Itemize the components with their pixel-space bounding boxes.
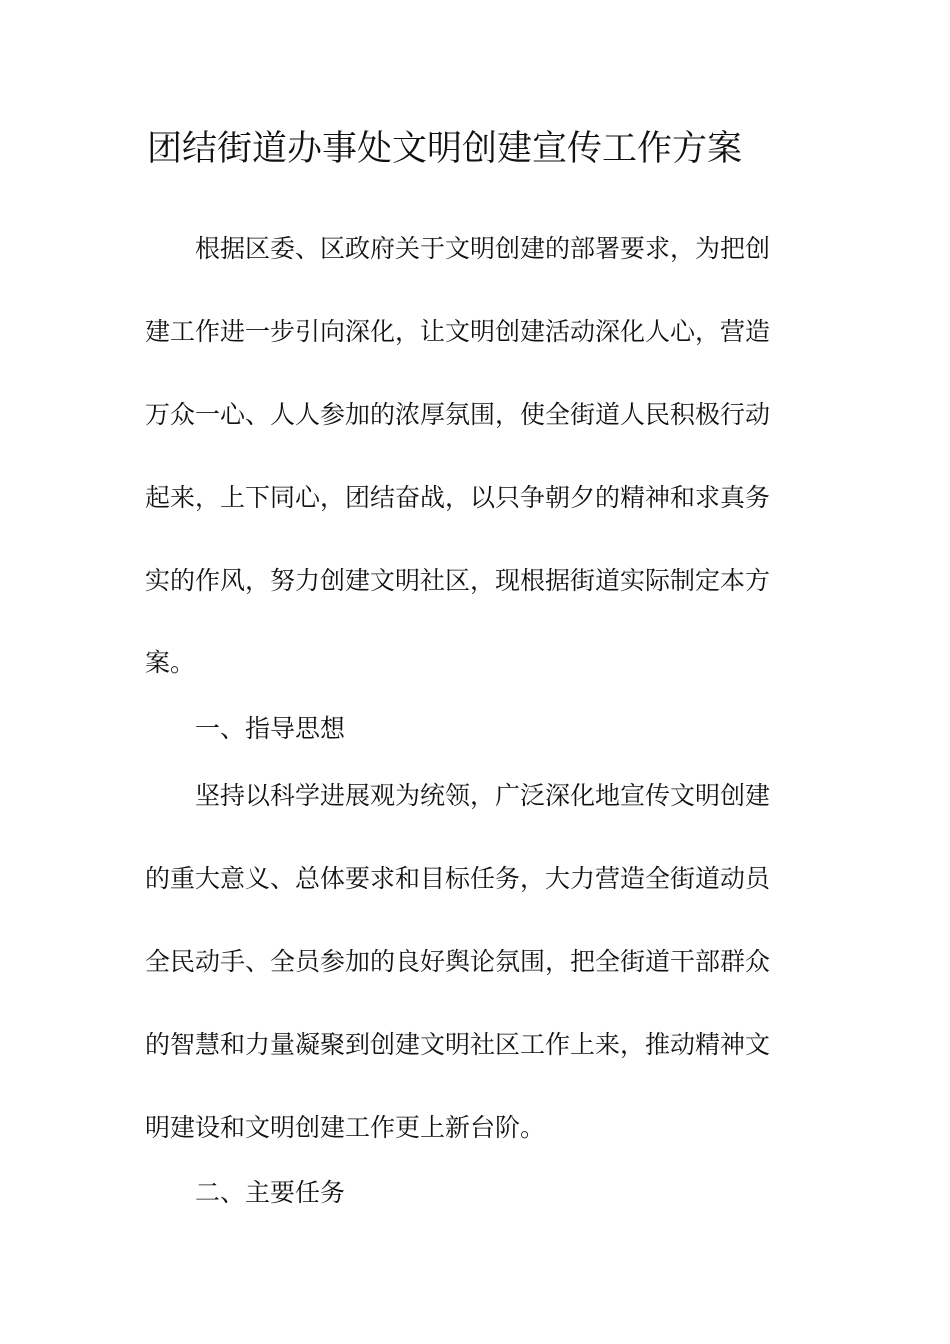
paragraph-line: 全民动手、全员参加的良好舆论氛围，把全街道干部群众 — [145, 947, 771, 976]
paragraph-line: 坚持以科学进展观为统领，广泛深化地宣传文明创建 — [145, 781, 771, 810]
paragraph-line: 的智慧和力量凝聚到创建文明社区工作上来，推动精神文 — [145, 1030, 771, 1059]
paragraph-line: 案。 — [145, 648, 196, 677]
paragraph-line: 万众一心、人人参加的浓厚氛围，使全街道人民积极行动 — [145, 400, 771, 429]
paragraph-line: 起来，上下同心，团结奋战，以只争朝夕的精神和求真务 — [145, 483, 771, 512]
paragraph-line: 明建设和文明创建工作更上新台阶。 — [145, 1113, 546, 1142]
section-heading: 二、主要任务 — [145, 1178, 346, 1207]
document-title: 团结街道办事处文明创建宣传工作方案 — [147, 129, 743, 169]
paragraph-line: 建工作进一步引向深化，让文明创建活动深化人心，营造 — [145, 317, 771, 346]
section-heading: 一、指导思想 — [145, 714, 346, 743]
paragraph-line: 的重大意义、总体要求和目标任务，大力营造全街道动员 — [145, 864, 771, 893]
paragraph-line: 根据区委、区政府关于文明创建的部署要求，为把创 — [145, 234, 771, 263]
paragraph-line: 实的作风，努力创建文明社区，现根据街道实际制定本方 — [145, 566, 771, 595]
